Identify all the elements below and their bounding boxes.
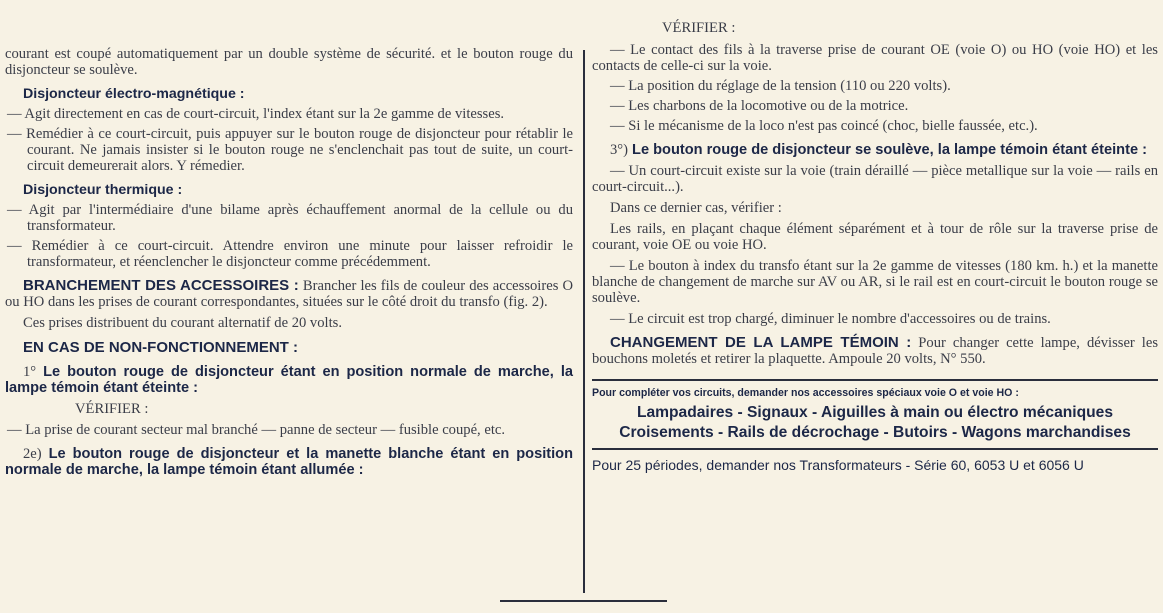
verify-item: — Le contact des fils à la traverse prise de courant OE (voie O) ou HO (voie HO) et les contacts de celle-ci sur la voie. bbox=[592, 42, 1158, 74]
promo-line-2: Croisements - Rails de décrochage - Butoirs - Wagons marchandises bbox=[619, 424, 1131, 441]
verify-item: — Si le mécanisme de la loco n'est pas coincé (choc, bielle faussée, etc.). bbox=[610, 118, 1038, 134]
lamp-text: Pour changer cette lampe, dévisser les bouchons moletés et retirer la plaquette. Ampoule 20 volts, N° 550. bbox=[592, 335, 1159, 367]
promo-intro: Pour compléter vos circuits, demander nos accessoires spéciaux voie O et voie HO : bbox=[592, 387, 1019, 399]
accessories-paragraph bbox=[5, 278, 573, 310]
magnetic-breaker-heading: Disjoncteur électro-magnétique : bbox=[23, 86, 245, 102]
case1-number: 1° bbox=[23, 364, 37, 380]
case2-number: 2e) bbox=[23, 446, 42, 462]
verify-label: VÉRIFIER : bbox=[75, 401, 149, 417]
thermal-breaker-heading: Disjoncteur thermique : bbox=[23, 182, 183, 198]
magnetic-item: — Remédier à ce court-circuit, puis appuyer sur le bouton rouge de disjoncteur pour rétablir le courant. Ne jamais insister si le bouton rouge ne s'enclenchait pas tout de suite, un court-circuit demeurerait alors. Y rémedier. bbox=[7, 126, 573, 174]
lamp-paragraph bbox=[592, 335, 1158, 367]
promo-line-1: Lampadaires - Signaux - Aiguilles à main ou électro mécaniques bbox=[636, 404, 1114, 421]
thermal-item: — Remédier à ce court-circuit. Attendre environ une minute pour laisser refroidir le transformateur, et réenclencher le disjoncteur comme précédemment. bbox=[7, 238, 573, 270]
right-column bbox=[592, 20, 1158, 473]
case3-item: — Le bouton à index du transfo étant sur la 2e gamme de vitesses (180 km. h.) et la manette blanche de changement de marche sur AV ou AR, si le rail est en court-circuit le bouton rouge se soulève. bbox=[592, 258, 1158, 306]
accessories-text: Brancher les fils de couleur des accessoires O ou HO dans les prises de courant correspondantes, situées sur le côté droit du transfo (fig. 2). bbox=[5, 278, 573, 310]
promo-top-rule bbox=[592, 379, 1158, 381]
lamp-heading: CHANGEMENT DE LA LAMPE TÉMOIN : bbox=[610, 334, 912, 351]
case2-text: Le bouton rouge de disjoncteur et la manette blanche étant en position normale de marche, la lampe témoin étant allumée : bbox=[5, 446, 573, 478]
magnetic-item: — Agit directement en cas de court-circuit, l'index étant sur la 2e gamme de vitesses. bbox=[7, 106, 505, 122]
case1-paragraph bbox=[5, 364, 573, 396]
case3-paragraph bbox=[592, 142, 1158, 158]
column-divider bbox=[583, 50, 585, 593]
accessories-note: Ces prises distribuent du courant alternatif de 20 volts. bbox=[23, 315, 342, 331]
left-column bbox=[5, 46, 573, 478]
promo-footer: Pour 25 périodes, demander nos Transformateurs - Série 60, 6053 U et 6056 U bbox=[592, 457, 1084, 473]
case1-text: Le bouton rouge de disjoncteur étant en position normale de marche, la lampe témoin étant éteinte : bbox=[5, 364, 573, 396]
case1-item: — La prise de courant secteur mal branché — panne de secteur — fusible coupé, etc. bbox=[7, 422, 506, 438]
verify-label: VÉRIFIER : bbox=[662, 20, 736, 36]
promo-bottom-rule bbox=[592, 448, 1158, 450]
bottom-rule bbox=[500, 600, 667, 602]
malfunction-heading: EN CAS DE NON-FONCTIONNEMENT : bbox=[23, 339, 298, 356]
thermal-item: — Agit par l'intermédiaire d'une bilame après échauffement anormal de la cellule ou du transformateur. bbox=[7, 202, 573, 234]
verify-item: — La position du réglage de la tension (110 ou 220 volts). bbox=[610, 78, 951, 94]
case3-number: 3°) bbox=[610, 142, 628, 158]
accessories-heading: BRANCHEMENT DES ACCESSOIRES : bbox=[23, 277, 299, 294]
case3-text: Le bouton rouge de disjoncteur se soulève, la lampe témoin étant éteinte : bbox=[628, 142, 1147, 158]
intro-text: courant est coupé automatiquement par un double système de sécurité. et le bouton rouge du disjoncteur se soulève. bbox=[5, 46, 573, 78]
case3-item: Les rails, en plaçant chaque élément séparément et à tour de rôle sur la traverse prise de courant, voie OE ou voie HO. bbox=[592, 221, 1158, 253]
case3-item: Dans ce dernier cas, vérifier : bbox=[610, 200, 782, 216]
case2-paragraph bbox=[5, 446, 573, 478]
case3-item: — Le circuit est trop chargé, diminuer le nombre d'accessoires ou de trains. bbox=[610, 311, 1051, 327]
verify-item: — Les charbons de la locomotive ou de la motrice. bbox=[610, 98, 909, 114]
case3-item: — Un court-circuit existe sur la voie (train déraillé — pièce metallique sur la voie — rails en court-circuit...). bbox=[592, 163, 1158, 195]
